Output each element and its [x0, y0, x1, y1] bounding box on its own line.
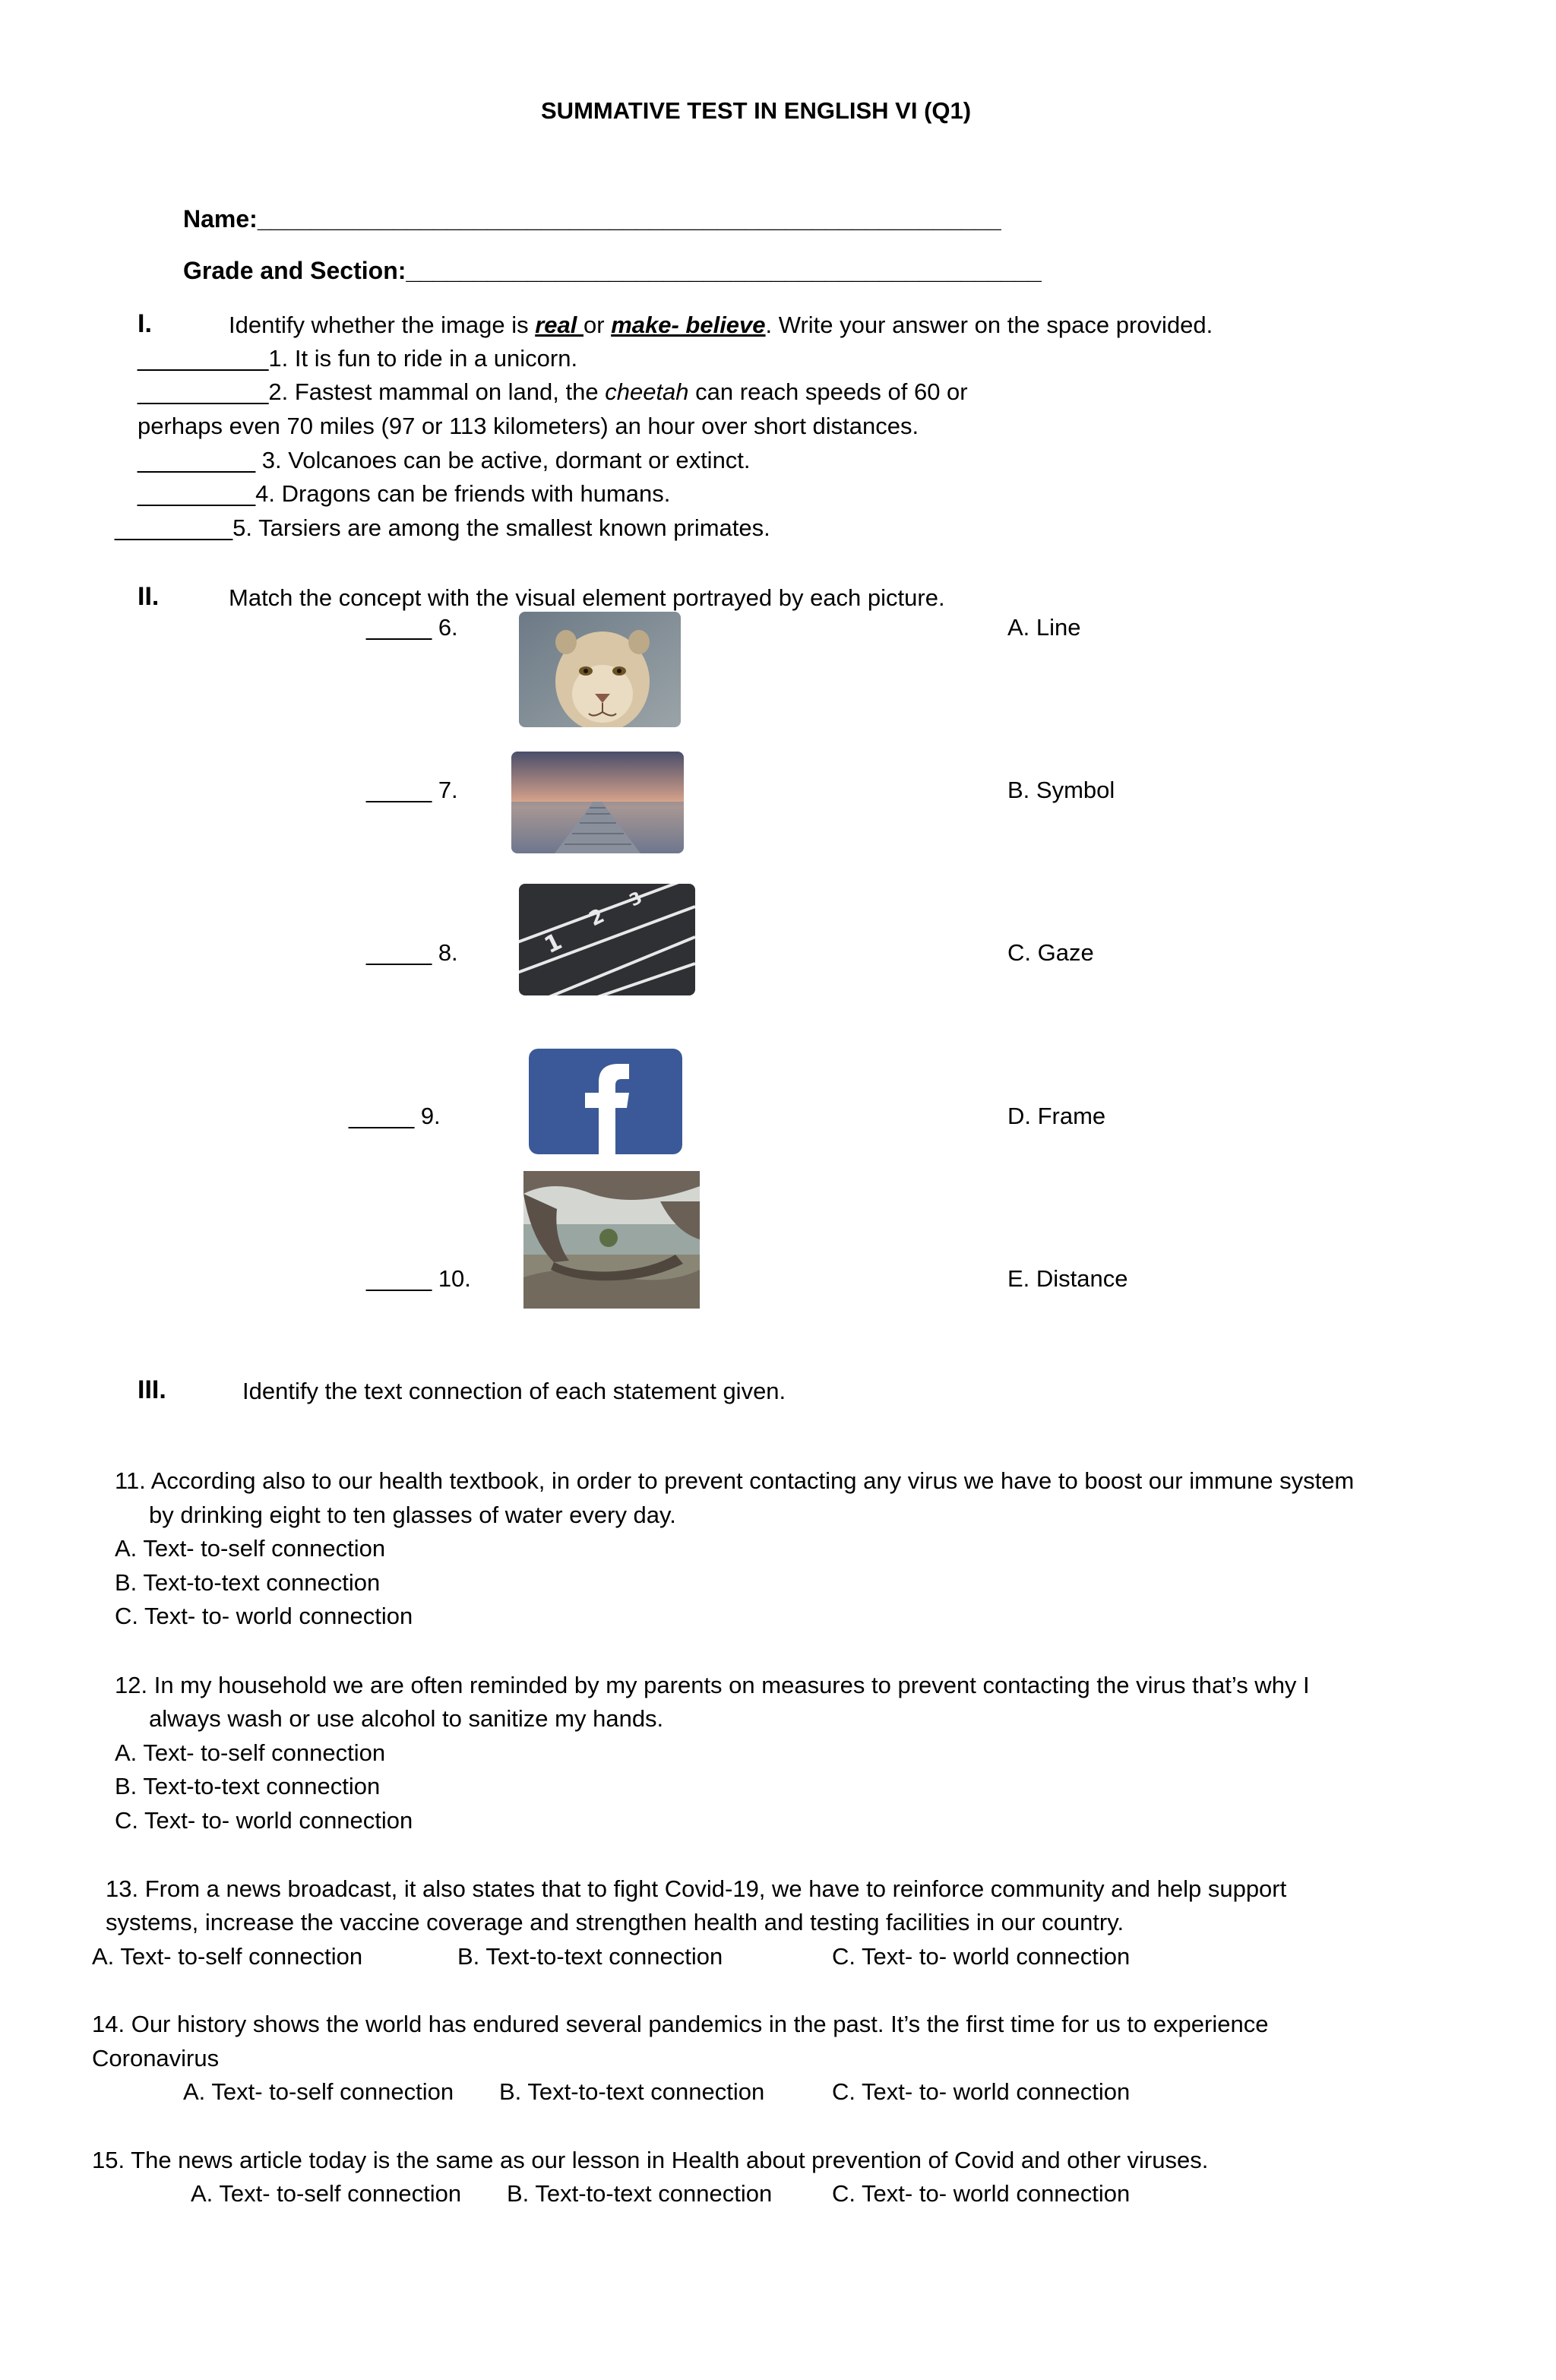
part2-numeral: II. — [138, 582, 160, 611]
part1-item-2 — [138, 380, 968, 404]
name-field[interactable]: Name:_______________________________________________________ — [183, 205, 1001, 233]
part2-instruction: Match the concept with the visual element portrayed by each picture. — [229, 584, 945, 611]
q12-option-a: A. Text- to-self connection — [115, 1739, 386, 1766]
branch-frame-picture — [523, 1171, 700, 1309]
q13-option-a: A. Text- to-self connection — [92, 1943, 363, 1970]
q11-line1: 11. According also to our health textbook, in order to prevent contacting any virus we have to boost our immune system — [115, 1467, 1355, 1494]
q11-option-b: B. Text-to-text connection — [115, 1569, 381, 1596]
svg-text:1: 1 — [540, 928, 567, 960]
part1-item-1: __________1. It is fun to ride in a unicorn. — [138, 345, 578, 372]
match-choice-a: A. Line — [1007, 614, 1081, 641]
lion-picture — [519, 612, 681, 727]
part1-instr-pre: Identify whether the image is — [229, 312, 536, 338]
match-choice-c: C. Gaze — [1007, 939, 1094, 966]
q15-line1: 15. The news article today is the same as our lesson in Health about prevention of Covid and other viruses. — [92, 2147, 1209, 2173]
match-label-9: _____ 9. — [349, 1103, 441, 1129]
item2-post: can reach speeds of 60 or — [688, 378, 968, 405]
q11-option-c: C. Text- to- world connection — [115, 1603, 413, 1629]
item2-pre: __________2. Fastest mammal on land, the — [138, 378, 606, 405]
page-title: SUMMATIVE TEST IN ENGLISH VI (Q1) — [541, 97, 972, 124]
part1-instruction — [229, 313, 1213, 337]
word-real: real — [535, 312, 584, 338]
word-make-believe: make- believe — [611, 312, 766, 338]
part1-item-5: _________5. Tarsiers are among the smallest known primates. — [115, 514, 770, 541]
part1-instr-or: or — [584, 312, 612, 338]
q12-option-b: B. Text-to-text connection — [115, 1773, 381, 1799]
svg-text:3: 3 — [626, 888, 646, 911]
running-track-picture — [519, 884, 695, 995]
part1-numeral: I. — [138, 309, 152, 338]
part1-instr-post: . Write your answer on the space provided. — [765, 312, 1213, 338]
q14-option-b: B. Text-to-text connection — [499, 2078, 765, 2105]
part3-instruction: Identify the text connection of each statement given. — [242, 1378, 786, 1404]
match-label-8: _____ 8. — [366, 939, 458, 966]
q12-line2: always wash or use alcohol to sanitize my hands. — [149, 1705, 664, 1732]
part3-numeral: III. — [138, 1375, 166, 1404]
q14-option-a: A. Text- to-self connection — [183, 2078, 454, 2105]
q11-line2: by drinking eight to ten glasses of water every day. — [149, 1502, 676, 1528]
part1-item-2-cont: perhaps even 70 miles (97 or 113 kilometers) an hour over short distances. — [138, 413, 919, 439]
match-label-10: _____ 10. — [366, 1265, 471, 1292]
q13-line2: systems, increase the vaccine coverage and strengthen health and testing facilities in our country. — [106, 1909, 1124, 1935]
pier-picture — [511, 752, 684, 853]
q15-option-c: C. Text- to- world connection — [832, 2180, 1131, 2207]
facebook-logo-picture — [529, 1049, 682, 1154]
q14-line1: 14. Our history shows the world has endured several pandemics in the past. It’s the first time for us to experience — [92, 2011, 1269, 2037]
svg-text:2: 2 — [585, 904, 609, 932]
grade-section-field[interactable]: Grade and Section:_______________________________________________ — [183, 257, 1042, 284]
q13-line1: 13. From a news broadcast, it also states that to fight Covid-19, we have to reinforce community and help support — [106, 1875, 1287, 1902]
match-choice-b: B. Symbol — [1007, 777, 1115, 803]
q12-line1: 12. In my household we are often reminded by my parents on measures to prevent contacting the virus that’s why I — [115, 1672, 1310, 1698]
q14-option-c: C. Text- to- world connection — [832, 2078, 1131, 2105]
q15-option-a: A. Text- to-self connection — [191, 2180, 462, 2207]
item2-cheetah: cheetah — [605, 378, 689, 405]
q15-option-b: B. Text-to-text connection — [507, 2180, 773, 2207]
match-choice-d: D. Frame — [1007, 1103, 1106, 1129]
part1-item-3: _________ 3. Volcanoes can be active, dormant or extinct. — [138, 447, 751, 473]
q14-line2: Coronavirus — [92, 2045, 220, 2071]
match-label-7: _____ 7. — [366, 777, 458, 803]
match-choice-e: E. Distance — [1007, 1265, 1128, 1292]
part1-item-4: _________4. Dragons can be friends with humans. — [138, 480, 671, 507]
q12-option-c: C. Text- to- world connection — [115, 1807, 413, 1834]
q11-option-a: A. Text- to-self connection — [115, 1535, 386, 1562]
match-label-6: _____ 6. — [366, 614, 458, 641]
q13-option-b: B. Text-to-text connection — [457, 1943, 723, 1970]
q13-option-c: C. Text- to- world connection — [832, 1943, 1131, 1970]
